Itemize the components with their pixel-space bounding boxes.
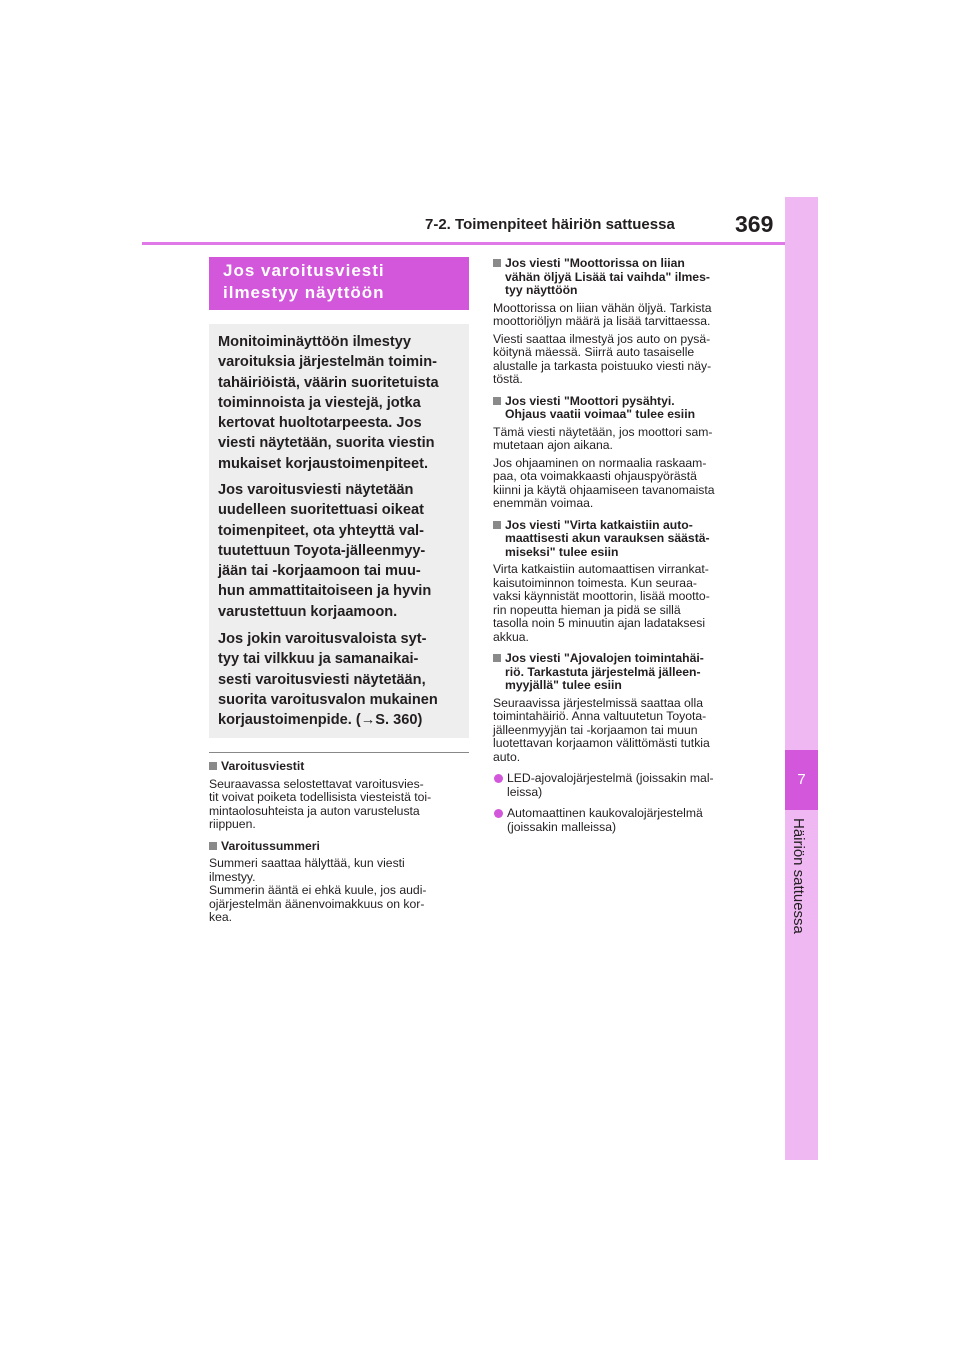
paragraph: Seuraavissa järjestelmissä saattaa olla toimintahäiriö. Anna valtuutetun Toyota- jälleenmyyjän tai -korjaamon tai muun luotettavan korjaamon välittömästi tutkia auto. [493,695,710,764]
subheading-engine-stopped: Jos viesti "Moottori pysähtyi. Ohjaus vaatii voimaa" tulee esiin [493,395,753,422]
paragraph: Jos ohjaaminen on normaalia raskaam- paa, ota voimakkaasti ohjauspyörästä kiinni ja käytä ohjaamiseen tavanomaista enemmän voimaa. [493,455,715,510]
intro-paragraph-2: Jos varoitusviesti näytetään uudelleen suoritettuasi oikeat toimenpiteet, ota yhteyttä val- tuutettuun Toyota-jälleenmyy- jään tai -korjaamoon tai muu- hun ammattitaitoiseen ja hyvin varustettuun korjaamoon. [218,482,432,620]
subheading-power-off: Jos viesti "Virta katkaistiin auto- maattisesti akun varauksen säästä- miseksi" tulee esiin [493,519,753,560]
page-number: 369 [735,211,774,237]
section-title-line1: Jos varoitusviesti [223,261,385,280]
subheading-buzzer: Varoitussummeri [209,840,469,854]
subheading-low-oil: Jos viesti "Moottorissa on liian vähän öljyä Lisää tai vaihda" ilmes- tyy näyttöön [493,257,753,298]
header-rule [142,242,785,245]
section-title-box [209,257,469,310]
divider [209,752,469,753]
paragraph: Tämä viesti näytetään, jos moottori sam- mutetaan ajon aikana. [493,424,713,452]
bullet-item: Automaattinen kaukovalojärjestelmä (joissakin malleissa) [493,807,753,834]
chapter-side-tab [785,197,818,1160]
paragraph: Viesti saattaa ilmestyä jos auto on pysä- köitynä mäessä. Siirrä auto tasaiselle alustalle ja tarkasta poistuuko viesti näy- töstä. [493,331,712,386]
paragraph: Summeri saattaa hälyttää, kun viesti ilmestyy. Summerin ääntä ei ehkä kuule, jos audi- ojärjestelmän äänenvoimakkuus on kor- kea. [209,856,427,924]
chapter-label: Häiriön sattuessa [790,818,807,934]
paragraph: Virta katkaistiin automaattisen virrankat- kaisutoiminnon toimesta. Kun seuraa- vaksi käynnistät moottorin, lisää mootto- rin nopeutta hieman ja pidä se sillä tasolla noin 5 minuutin ajan ladataksesi akkua. [493,562,710,644]
paragraph: Moottorissa on liian vähän öljyä. Tarkista moottoriöljyn määrä ja lisää tarvittaessa. [493,300,712,328]
subheading-warning-messages: Varoitusviestit [209,760,469,774]
intro-paragraph-3: Jos jokin varoitusvaloista syt- tyy tai vilkkuu ja samanaikai- sesti varoitusviesti näytetään, suorita varoitusvalon mukainen korjaustoimenpide. (→S. 360) [218,631,438,729]
subheading-headlight-malfunction: Jos viesti "Ajovalojen toimintahäi- riö. Tarkastuta järjestelmä jälleen- myyjällä" tulee esiin [493,652,753,693]
right-column [493,257,753,834]
left-column [209,760,469,925]
bullet-item: LED-ajovalojärjestelmä (joissakin mal- leissa) [493,772,753,799]
chapter-number: 7 [797,771,806,788]
paragraph: Seuraavassa selostettavat varoitusvies- tit voivat poiketa todellisista viesteistä toi- mintaolosuhteista ja auton varustelusta riippuen. [209,776,432,831]
intro-box [209,324,469,738]
running-header: 7-2. Toimenpiteet häiriön sattuessa [425,216,675,233]
section-title-line2: ilmestyy näyttöön [223,283,385,302]
intro-paragraph-1: Monitoiminäyttöön ilmestyy varoituksia järjestelmän toimin- tahäiriöistä, väärin suoritetuista toiminnoista ja viestejä, jotka kertovat huoltotarpeesta. Jos viesti näytetään, suorita viestin mukaiset korjaustoimenpiteet. [218,334,439,472]
